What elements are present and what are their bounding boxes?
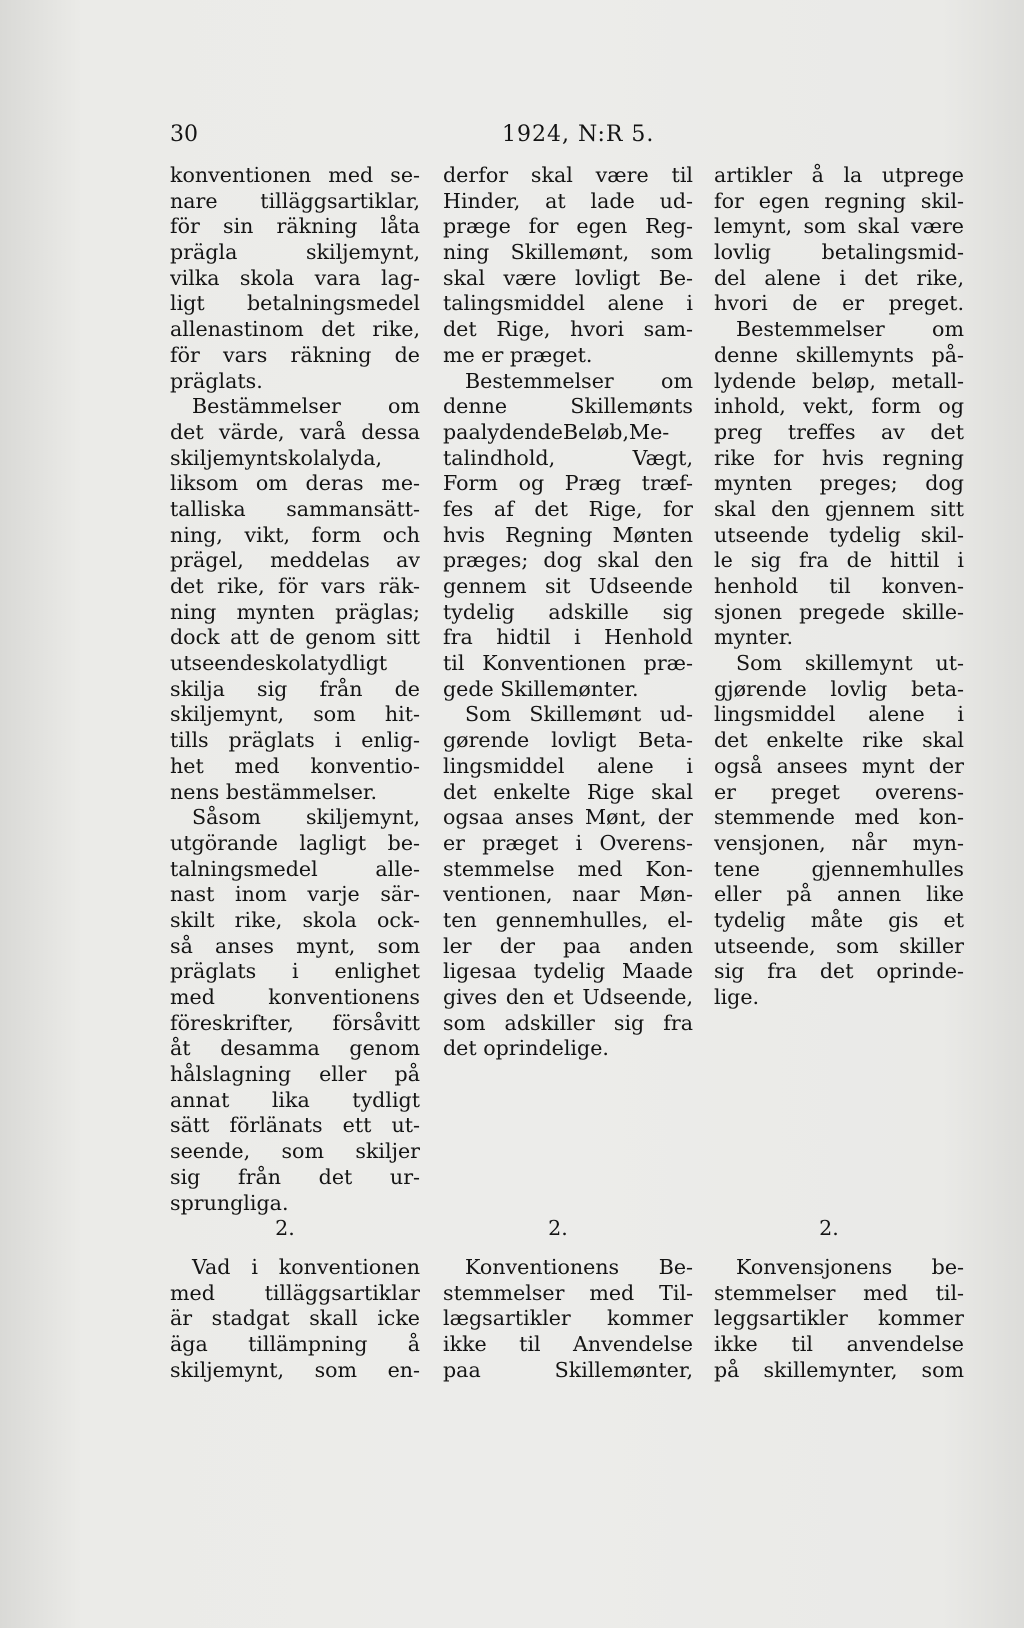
- text-line: stemmelser med til-: [714, 1280, 964, 1305]
- text-line: det oprindelige.: [443, 1036, 609, 1061]
- text-line: lingsmiddel alene i: [714, 702, 964, 727]
- text-line: Bestemmelser om: [736, 317, 964, 342]
- text-line: tydelig adskille sig: [443, 599, 693, 624]
- text-line: nare tilläggsartiklar,: [170, 188, 420, 213]
- text-line: liksom om deras me-: [170, 471, 420, 496]
- text-line: gennem sit Udseende: [443, 574, 693, 598]
- text-line: hvori de er preget.: [714, 291, 964, 316]
- text-line: skilt rike, skola ock-: [170, 907, 420, 932]
- text-line: Bestämmelser om: [192, 394, 420, 419]
- text-line: denne Skillemønts: [443, 394, 693, 419]
- text-line: het med konventio-: [170, 753, 420, 778]
- text-line: ogsaa anses Mønt, der: [443, 805, 693, 830]
- text-line: nast inom varje sär-: [170, 882, 420, 907]
- column-norwegian: [714, 163, 964, 1383]
- text-line: paa Skillemønter,: [443, 1357, 693, 1382]
- text-line: som adskiller sig fra: [443, 1010, 693, 1035]
- text-line: allenastinom det rike,: [170, 317, 420, 342]
- text-line: denne skillemynts på-: [714, 342, 964, 367]
- text-line: skiljemynt, som en-: [170, 1357, 420, 1382]
- text-line: lige.: [714, 985, 760, 1009]
- text-line: prägel, meddelas av: [170, 548, 420, 573]
- text-line: er preget overens-: [714, 779, 964, 804]
- text-line: konventionen med se-: [170, 163, 420, 187]
- text-line: Vad i konventionen: [192, 1254, 420, 1279]
- text-line: Hinder, at lade ud-: [443, 188, 693, 213]
- text-line: gede Skillemønter.: [443, 676, 639, 701]
- text-line: rike for hvis regning: [714, 445, 964, 470]
- text-line: det enkelte Rige skal: [443, 779, 693, 804]
- text-line: for egen regning skil-: [714, 188, 964, 213]
- text-line: leggsartikler kommer: [714, 1306, 964, 1331]
- text-line: ligt betalningsmedel: [170, 291, 420, 316]
- text-line: präglats i enlighet: [170, 959, 420, 984]
- text-line: ikke til Anvendelse: [443, 1331, 693, 1356]
- text-line: hvis Regning Mønten: [443, 522, 693, 547]
- text-line: er præget i Overens-: [443, 830, 693, 855]
- text-line: præge for egen Reg-: [443, 214, 693, 239]
- text-line: skal være lovligt Be-: [443, 265, 693, 290]
- text-line: utseendeskolatydligt: [170, 651, 388, 676]
- text-line: lingsmiddel alene i: [443, 753, 693, 778]
- text-line: le sig fra de hittil i: [714, 548, 964, 573]
- text-line: ligesaa tydelig Maade: [443, 959, 693, 984]
- text-line: vilka skola vara lag-: [170, 265, 420, 290]
- text-line: fra hidtil i Henhold: [443, 625, 693, 650]
- section-number: 2.: [548, 1216, 568, 1241]
- text-line: ning mynten präglas;: [170, 599, 420, 624]
- text-line: talliska sammansätt-: [170, 496, 420, 521]
- text-line: annat lika tydligt: [170, 1087, 420, 1112]
- text-line: med konventionens: [170, 985, 420, 1009]
- text-line: stemmende med kon-: [714, 805, 964, 830]
- text-line: hålslagning eller på: [170, 1062, 420, 1087]
- text-line: ning Skillemønt, som: [443, 240, 693, 265]
- text-line: mynter.: [714, 625, 794, 650]
- text-line: gives den et Udseende,: [443, 985, 693, 1009]
- text-line: äga tillämpning å: [170, 1331, 420, 1356]
- text-line: är stadgat skall icke: [170, 1306, 420, 1331]
- column-swedish: [170, 163, 420, 1383]
- text-line: ler der paa anden: [443, 933, 693, 958]
- text-line: talindhold, Vægt,: [443, 445, 693, 470]
- text-line: stemmelse med Kon-: [443, 856, 693, 881]
- text-line: sätt förlänats ett ut-: [170, 1113, 420, 1138]
- text-line: så anses mynt, som: [170, 933, 420, 958]
- text-line: lydende beløp, metall-: [714, 368, 964, 393]
- text-line: lovlig betalingsmid-: [714, 240, 964, 265]
- text-line: også ansees mynt der: [714, 753, 964, 778]
- text-line: med tilläggsartiklar: [170, 1280, 420, 1305]
- text-line: Bestemmelser om: [465, 368, 693, 393]
- text-line: ten gennemhulles, el-: [443, 907, 693, 932]
- text-line: utseende, som skiller: [714, 933, 964, 958]
- text-line: sig från det ur-: [170, 1164, 420, 1189]
- text-line: skal den gjennem sitt: [714, 496, 964, 521]
- text-line: Form og Præg træf-: [443, 471, 693, 496]
- section-number: 2.: [275, 1216, 295, 1241]
- text-line: Som skillemynt ut-: [736, 651, 964, 676]
- text-line: för sin räkning låta: [170, 214, 420, 239]
- text-line: Konventionens Be-: [465, 1254, 693, 1279]
- text-line: föreskrifter, försåvitt: [170, 1010, 420, 1035]
- running-head: 1924, N:R 5.: [502, 122, 655, 147]
- text-line: det enkelte rike skal: [714, 728, 964, 753]
- text-line: prägla skiljemynt,: [170, 240, 420, 265]
- text-line: eller på annen like: [714, 882, 964, 907]
- text-line: präglats.: [170, 368, 263, 393]
- text-line: til Konventionen præ-: [443, 651, 693, 676]
- text-line: lemynt, som skal være: [714, 214, 964, 239]
- text-line: talingsmiddel alene i: [443, 291, 693, 316]
- page-header: [170, 122, 960, 152]
- text-line: för vars räkning de: [170, 342, 420, 367]
- text-line: utseende tydelig skil-: [714, 522, 964, 547]
- text-line: sjonen pregede skille-: [714, 599, 964, 624]
- text-line: utgörande lagligt be-: [170, 830, 420, 855]
- text-line: skiljemyntskolalyda,: [170, 445, 383, 470]
- text-line: Såsom skiljemynt,: [192, 805, 420, 830]
- text-line: på skillemynter, som: [714, 1357, 964, 1382]
- text-line: ventionen, naar Møn-: [443, 882, 693, 907]
- text-line: ning, vikt, form och: [170, 522, 420, 547]
- text-line: artikler å la utprege: [714, 163, 964, 187]
- text-line: det värde, varå dessa: [170, 419, 420, 444]
- text-line: sig fra det oprinde-: [714, 959, 964, 984]
- text-line: me er præget.: [443, 342, 593, 367]
- text-line: stemmelser med Til-: [443, 1280, 693, 1305]
- page-number: 30: [170, 122, 198, 147]
- text-line: tydelig måte gis et: [714, 907, 964, 932]
- text-line: præges; dog skal den: [443, 548, 693, 573]
- text-line: derfor skal være til: [443, 163, 693, 187]
- section-number: 2.: [819, 1216, 839, 1241]
- text-line: lægsartikler kommer: [443, 1306, 693, 1331]
- text-line: inhold, vekt, form og: [714, 394, 964, 419]
- text-line: vensjonen, når myn-: [714, 830, 964, 855]
- text-line: det Rige, hvori sam-: [443, 317, 693, 342]
- column-danish: [443, 163, 693, 1383]
- text-line: Konvensjonens be-: [736, 1254, 964, 1279]
- text-line: nens bestämmelser.: [170, 779, 378, 804]
- text-line: paalydendeBeløb,Me-: [443, 419, 670, 444]
- text-line: mynten preges; dog: [714, 471, 964, 496]
- text-line: gørende lovligt Beta-: [443, 728, 693, 753]
- text-line: sprungliga.: [170, 1190, 289, 1215]
- text-line: det rike, för vars räk-: [170, 574, 420, 598]
- text-line: skiljemynt, som hit-: [170, 702, 420, 727]
- text-line: talningsmedel alle-: [170, 856, 420, 881]
- text-line: henhold til konven-: [714, 574, 964, 598]
- text-line: del alene i det rike,: [714, 265, 964, 290]
- text-line: dock att de genom sitt: [170, 625, 420, 650]
- text-line: Som Skillemønt ud-: [465, 702, 693, 727]
- text-line: seende, som skiljer: [170, 1139, 420, 1164]
- text-line: preg treffes av det: [714, 419, 964, 444]
- text-line: skilja sig från de: [170, 676, 420, 701]
- text-line: gjørende lovlig beta-: [714, 676, 964, 701]
- text-line: tills präglats i enlig-: [170, 728, 420, 753]
- text-line: åt desamma genom: [170, 1036, 420, 1061]
- text-line: fes af det Rige, for: [443, 496, 693, 521]
- text-line: tene gjennemhulles: [714, 856, 964, 881]
- text-line: ikke til anvendelse: [714, 1331, 964, 1356]
